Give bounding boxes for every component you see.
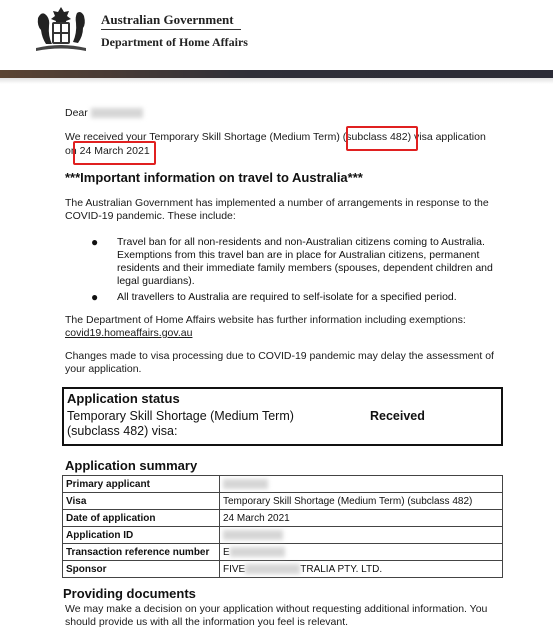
status-title: Application status <box>67 391 180 406</box>
table-row <box>63 544 503 561</box>
status-description: Temporary Skill Shortage (Medium Term) (subclass 482) visa: <box>67 409 294 438</box>
list-item <box>65 236 505 288</box>
title-divider <box>101 29 241 30</box>
bullet-icon: ● <box>91 290 99 304</box>
department-name: Department of Home Affairs <box>101 35 248 49</box>
row-value <box>220 544 503 561</box>
redacted-value <box>245 564 300 574</box>
lodged-date: 24 March 2021 <box>79 145 150 157</box>
salutation-text: Dear <box>65 107 88 119</box>
government-title: Australian Government <box>101 12 234 27</box>
redacted-value <box>230 547 285 557</box>
intro-prefix: We received your Temporary Skill Shortage (Medium Term) <box>65 131 340 143</box>
bullet-text: Travel ban for all non-residents and non-Australian citizens coming to Australia. Exemptions from this travel ban are in place for Australian citizens, permanent residents and their immediate family members (spouses, dependent children and legal guardians). <box>117 236 493 287</box>
delay-text: Changes made to visa processing due to COVID-19 pandemic may delay the assessment of your application. <box>65 350 494 375</box>
row-label: Visa <box>63 493 220 510</box>
arrangements-text: The Australian Government has implemented a number of arrangements in response to the COVID-19 pandemic. These include: <box>65 197 489 222</box>
row-value <box>220 476 503 493</box>
header-band <box>0 70 553 78</box>
value-prefix: E <box>223 546 230 558</box>
redacted-name <box>91 108 143 118</box>
website-text: The Department of Home Affairs website has further information including exemptions: <box>65 314 466 326</box>
website-paragraph <box>65 314 505 340</box>
row-value <box>220 527 503 544</box>
letterhead <box>0 0 553 72</box>
table-row <box>63 527 503 544</box>
table-row <box>63 510 503 527</box>
salutation <box>65 107 143 120</box>
table-row <box>63 476 503 493</box>
table-row <box>63 493 503 510</box>
row-value: Temporary Skill Shortage (Medium Term) (subclass 482) <box>220 493 503 510</box>
subclass-highlight: (subclass 482) <box>342 131 412 143</box>
row-label: Sponsor <box>63 561 220 578</box>
bullet-text: All travellers to Australia are required to self-isolate for a specified period. <box>117 291 457 303</box>
redacted-value <box>223 530 283 540</box>
on-word: on <box>65 145 77 157</box>
summary-title: Application summary <box>65 458 198 473</box>
row-value <box>220 561 503 578</box>
summary-table <box>62 475 503 578</box>
row-label: Primary applicant <box>63 476 220 493</box>
redacted-value <box>223 479 268 489</box>
application-status-box <box>62 387 503 446</box>
bullet-list <box>65 236 505 307</box>
row-value: 24 March 2021 <box>220 510 503 527</box>
table-row <box>63 561 503 578</box>
header-band-shadow <box>0 78 553 84</box>
status-value: Received <box>370 409 425 423</box>
bullet-icon: ● <box>91 235 99 249</box>
intro-suffix: visa application <box>413 131 486 143</box>
website-link[interactable]: covid19.homeaffairs.gov.au <box>65 327 193 339</box>
row-label: Date of application <box>63 510 220 527</box>
value-prefix: FIVE <box>223 563 246 575</box>
important-heading: ***Important information on travel to Australia*** <box>65 170 363 185</box>
highlight-subclass-box <box>346 126 418 151</box>
providing-title: Providing documents <box>63 586 196 601</box>
highlight-date-box <box>73 141 156 165</box>
row-label: Transaction reference number <box>63 544 220 561</box>
row-label: Application ID <box>63 527 220 544</box>
coat-of-arms-icon <box>32 4 90 54</box>
providing-text: We may make a decision on your application without requesting additional information. You should provide us with all the information you feel is relevant. <box>65 603 488 628</box>
value-suffix: TRALIA PTY. LTD. <box>300 563 383 575</box>
list-item <box>65 291 505 304</box>
